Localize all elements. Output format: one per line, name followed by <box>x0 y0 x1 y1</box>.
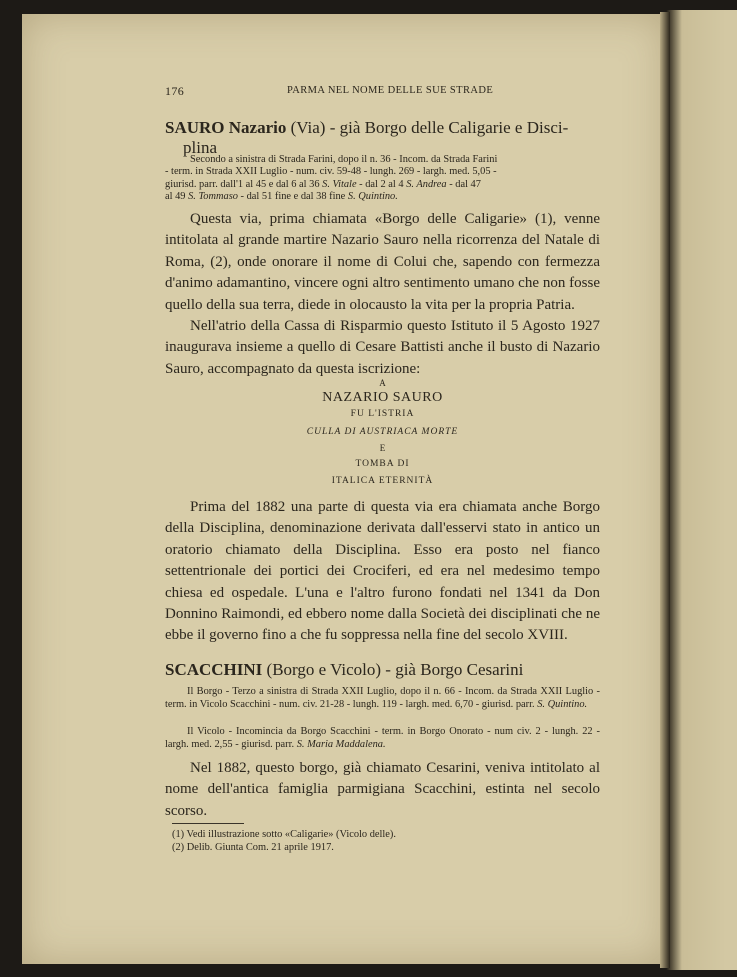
inscription-line-6: TOMBA DI <box>355 459 410 469</box>
sauro-paragraph-2: Nell'atrio della Cassa di Risparmio questo Istituto il 5 Agosto 1927 inaugurava insieme a quello di Cesare Battisti anche il busto di Nazario Sauro, accompagnato da questa iscrizione: <box>165 318 600 377</box>
footnote-1: (1) Vedi illustrazione sotto «Caligarie» (Vicolo delle). <box>172 829 396 840</box>
sauro-details-line1: Secondo a sinistra di Strada Farini, dopo il n. 36 - Incom. da Strada Farini <box>190 154 498 165</box>
sauro-heading <box>165 118 600 158</box>
scacchini-heading <box>165 660 600 680</box>
inscription-line-2: NAZARIO SAURO <box>322 390 443 405</box>
scacchini-borgo-details: Il Borgo - Terzo a sinistra di Strada XXII Luglio, dopo il n. 66 - Incom. da Strada XXII Luglio - term. in Vicolo Scacchini - num. civ. 21-28 - lungh. 119 - largh. med. 6,70 - giurisd. parr. S. Quintino. <box>165 686 600 710</box>
sauro-details-cont <box>165 166 600 204</box>
sauro-heading-name: SAURO Nazario <box>165 118 287 137</box>
scacchini-heading-name: SCACCHINI <box>165 660 263 679</box>
scacchini-vicolo-details: Il Vicolo - Incomincia da Borgo Scacchini - term. in Borgo Onorato - num civ. 2 - lungh. 22 - largh. med. 2,55 - giurisd. parr. S. Maria Maddalena. <box>165 726 600 750</box>
scacchini-heading-rest: (Borgo e Vicolo) - già Borgo Cesarini <box>262 660 524 679</box>
sauro-details <box>165 154 600 167</box>
sauro-details-line2: - term. in Strada XXII Luglio - num. civ. 59-48 - lungh. 269 - largh. med. 5,05 - <box>165 166 497 177</box>
sauro-paragraph-3: Prima del 1882 una parte di questa via era chiamata anche Borgo della Disciplina, denominazione derivata dall'esservi stato in antico un oratorio chiamato della Disciplina. Esso era posto nel fianco settentrionale dei portici dei Crociferi, ed era nel medesimo tempo chiesa ed ospedale. L'una e l'altro furono fondati nel 1341 da Don Donnino Raimondi, ed ebbero nome dalla Società dei disciplinati che ne ebbe il governo fino a che fu soppressa nella fine del secolo XVIII. <box>165 499 600 644</box>
book-gutter <box>660 12 670 968</box>
sauro-heading-rest: (Via) - già Borgo delle Caligarie e Disci- <box>286 118 569 137</box>
adjacent-page-edge <box>666 10 737 970</box>
sauro-paragraph-1: Questa via, prima chiamata «Borgo delle Caligarie» (1), venne intitolata al grande martire Nazario Sauro nella ricorrenza del Natale di Roma, (2), onde onorare il nome di Colui che, sapendo con fermezza d'animo adamantino, vincere ogni altro sentimento umano che non fosse quello della sua terra, diede in olocausto la vita per la propria Patria. <box>165 211 600 313</box>
inscription-line-5: E <box>379 443 386 453</box>
footnote-divider <box>172 823 244 824</box>
footnote-2: (2) Delib. Giunta Com. 21 aprile 1917. <box>172 842 334 853</box>
page-number: 176 <box>165 84 185 98</box>
inscription-line-3: FU L'ISTRIA <box>350 409 415 419</box>
inscription-line-1: A <box>379 378 386 388</box>
scacchini-paragraph-1: Nel 1882, questo borgo, già chiamato Cesarini, veniva intitolato al nome dell'antica famiglia parmigiana Scacchini, estinta nel secolo scorso. <box>165 760 600 819</box>
sauro-details-line4: al 49 S. Tommaso - dal 51 fine e dal 38 fine S. Quintino. <box>165 191 398 203</box>
inscription-line-4: CULLA DI AUSTRIACA MORTE <box>306 427 459 437</box>
sauro-details-line3: giurisd. parr. dall'1 al 45 e dal 6 al 36 S. Vitale - dal 2 al 4 S. Andrea - dal 47 <box>165 178 481 190</box>
sauro-heading-line2: plina <box>183 138 217 157</box>
running-title: PARMA NEL NOME DELLE SUE STRADE <box>287 85 494 96</box>
inscription-line-7: ITALICA ETERNITÀ <box>331 476 434 486</box>
